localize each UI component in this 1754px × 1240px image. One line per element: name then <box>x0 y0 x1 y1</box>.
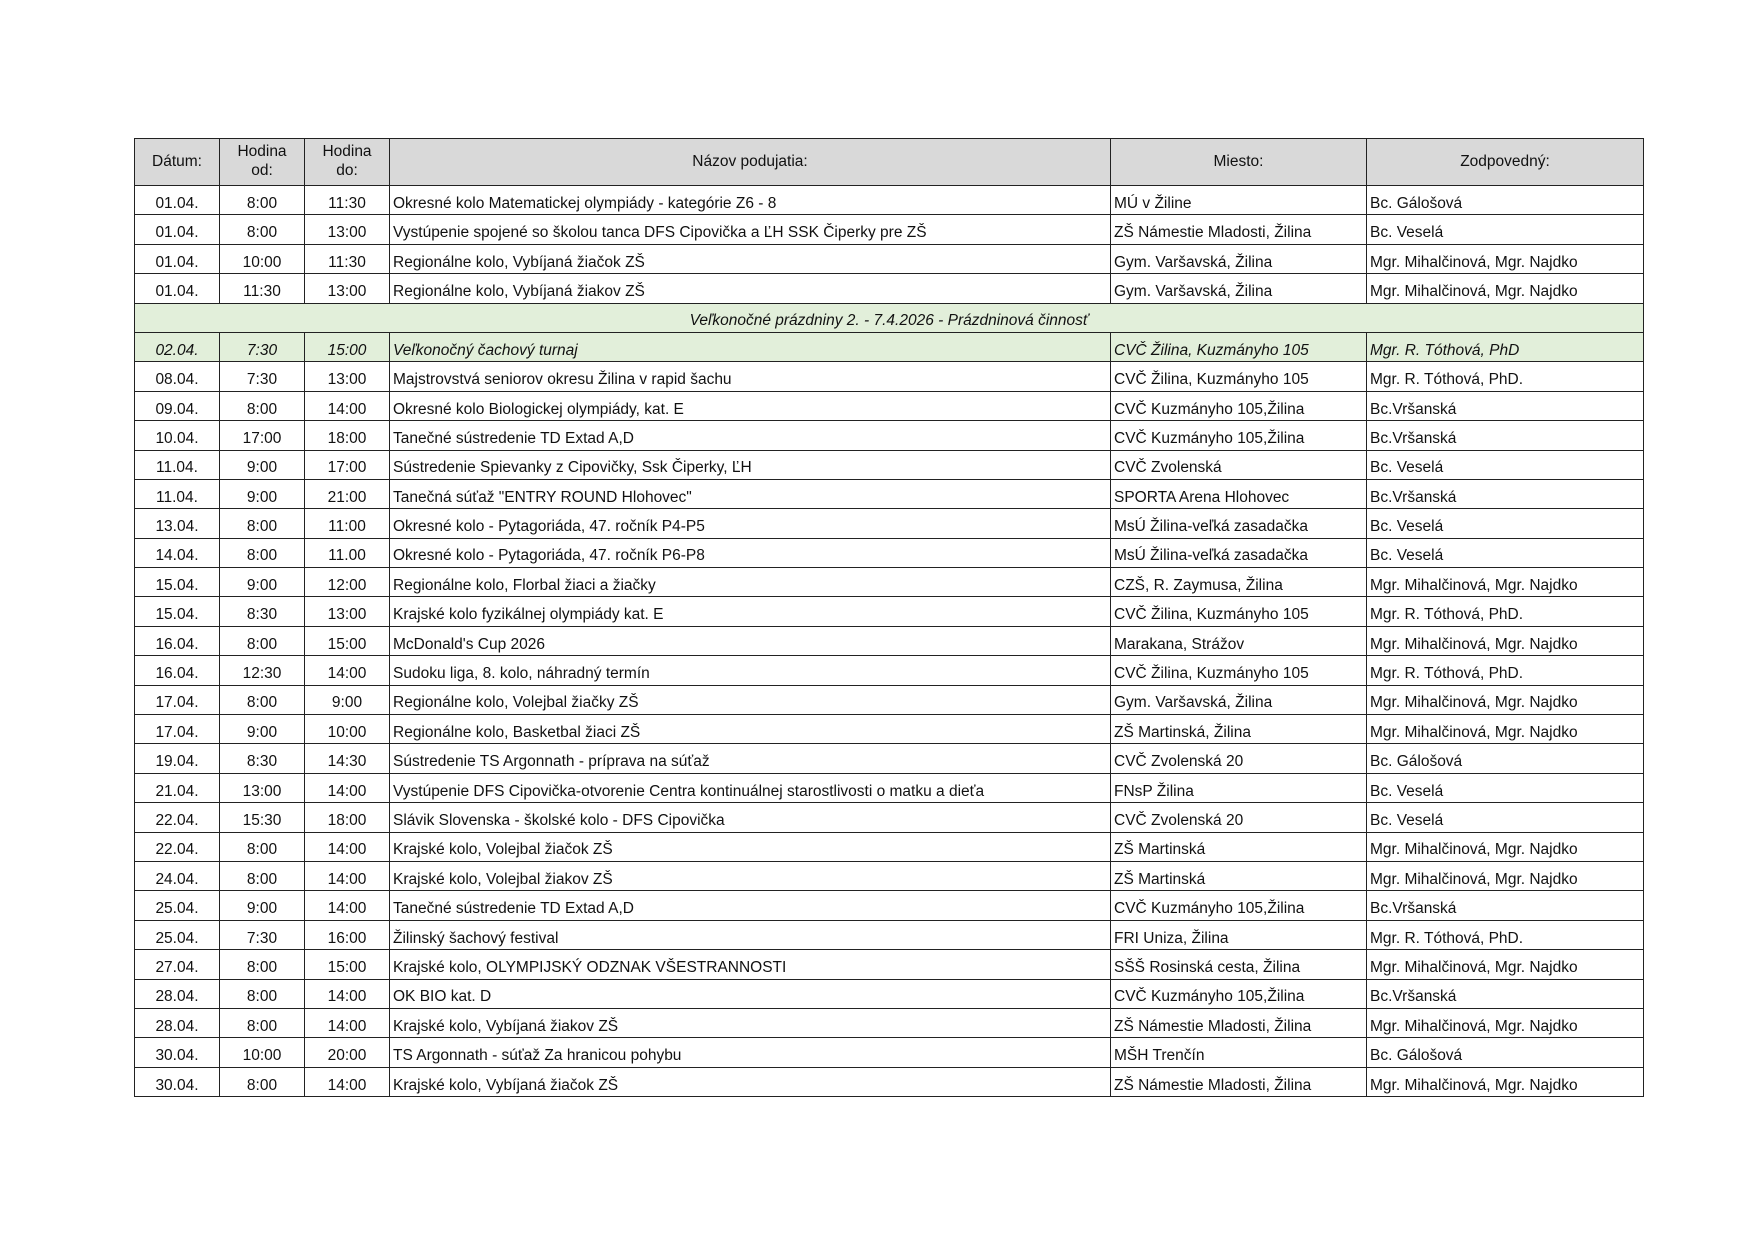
cell-time-to: 12:00 <box>305 568 390 597</box>
cell-place: CVČ Zvolenská 20 <box>1111 803 1367 832</box>
cell-place: CVČ Kuzmányho 105,Žilina <box>1111 891 1367 920</box>
cell-time-to: 10:00 <box>305 715 390 744</box>
cell-responsible: Bc.Vršanská <box>1367 891 1644 920</box>
cell-responsible: Mgr. R. Tóthová, PhD. <box>1367 362 1644 391</box>
cell-event-name: Sústredenie Spievanky z Cipovičky, Ssk Čiperky, ĽH <box>390 450 1111 479</box>
cell-time-from: 8:30 <box>220 744 305 773</box>
cell-responsible: Mgr. R. Tóthová, PhD. <box>1367 597 1644 626</box>
cell-event-name: Regionálne kolo, Volejbal žiačky ZŠ <box>390 685 1111 714</box>
cell-date: 11.04. <box>135 450 220 479</box>
header-event-name: Názov podujatia: <box>390 139 1111 186</box>
cell-place: ZŠ Námestie Mladosti, Žilina <box>1111 215 1367 244</box>
cell-time-to: 11:30 <box>305 186 390 215</box>
cell-responsible: Mgr. Mihalčinová, Mgr. Najdko <box>1367 1008 1644 1037</box>
cell-event-name: TS Argonnath - súťaž Za hranicou pohybu <box>390 1038 1111 1067</box>
cell-time-from: 8:00 <box>220 861 305 890</box>
cell-event-name: Okresné kolo Matematickej olympiády - kategórie Z6 - 8 <box>390 186 1111 215</box>
cell-place: ZŠ Martinská <box>1111 861 1367 890</box>
cell-date: 15.04. <box>135 568 220 597</box>
cell-date: 30.04. <box>135 1038 220 1067</box>
cell-event-name: Regionálne kolo, Florbal žiaci a žiačky <box>390 568 1111 597</box>
cell-date: 21.04. <box>135 773 220 802</box>
cell-event-name: Tanečné sústredenie TD Extad A,D <box>390 891 1111 920</box>
cell-time-from: 8:30 <box>220 597 305 626</box>
table-row <box>135 920 1644 949</box>
cell-time-from: 9:00 <box>220 479 305 508</box>
cell-time-from: 8:00 <box>220 186 305 215</box>
cell-date: 01.04. <box>135 274 220 303</box>
table-row <box>135 656 1644 685</box>
cell-time-to: 14:00 <box>305 1008 390 1037</box>
holiday-section <box>135 303 1644 362</box>
cell-time-to: 14:00 <box>305 832 390 861</box>
cell-time-from: 7:30 <box>220 332 305 361</box>
cell-date: 10.04. <box>135 421 220 450</box>
table-row <box>135 391 1644 420</box>
cell-time-from: 15:30 <box>220 803 305 832</box>
cell-place: CVČ Žilina, Kuzmányho 105 <box>1111 656 1367 685</box>
cell-place: CVČ Žilina, Kuzmányho 105 <box>1111 597 1367 626</box>
cell-place: MsÚ Žilina-veľká zasadačka <box>1111 509 1367 538</box>
cell-event-name: Krajské kolo, Volejbal žiačok ZŠ <box>390 832 1111 861</box>
cell-time-from: 8:00 <box>220 538 305 567</box>
rows-after-holiday <box>135 362 1644 1097</box>
cell-place: CVČ Kuzmányho 105,Žilina <box>1111 979 1367 1008</box>
cell-time-from: 8:00 <box>220 626 305 655</box>
table-row <box>135 773 1644 802</box>
cell-event-name: Krajské kolo, Vybíjaná žiakov ZŠ <box>390 1008 1111 1037</box>
cell-time-from: 9:00 <box>220 568 305 597</box>
cell-date: 01.04. <box>135 186 220 215</box>
cell-date: 01.04. <box>135 244 220 273</box>
cell-date: 13.04. <box>135 509 220 538</box>
table-row <box>135 186 1644 215</box>
cell-place: Gym. Varšavská, Žilina <box>1111 274 1367 303</box>
cell-time-to: 16:00 <box>305 920 390 949</box>
cell-date: 17.04. <box>135 685 220 714</box>
table-row <box>135 479 1644 508</box>
cell-time-to: 14:00 <box>305 773 390 802</box>
cell-place: SPORTA Arena Hlohovec <box>1111 479 1367 508</box>
cell-date: 22.04. <box>135 832 220 861</box>
header-place: Miesto: <box>1111 139 1367 186</box>
cell-responsible: Mgr. Mihalčinová, Mgr. Najdko <box>1367 832 1644 861</box>
cell-time-from: 8:00 <box>220 685 305 714</box>
cell-place: CVČ Zvolenská 20 <box>1111 744 1367 773</box>
cell-event-name: Krajské kolo, OLYMPIJSKÝ ODZNAK VŠESTRANNOSTI <box>390 950 1111 979</box>
cell-time-to: 17:00 <box>305 450 390 479</box>
cell-time-to: 14:00 <box>305 1067 390 1096</box>
cell-date: 28.04. <box>135 1008 220 1037</box>
table-row <box>135 362 1644 391</box>
header-time-to: Hodina do: <box>305 139 390 186</box>
cell-event-name: Žilinský šachový festival <box>390 920 1111 949</box>
cell-date: 08.04. <box>135 362 220 391</box>
events-schedule-table <box>134 138 1644 1097</box>
cell-event-name: Vystúpenie spojené so školou tanca DFS Cipovička a ĽH SSK Čiperky pre ZŠ <box>390 215 1111 244</box>
cell-time-from: 10:00 <box>220 244 305 273</box>
table-row <box>135 950 1644 979</box>
cell-place: CVČ Kuzmányho 105,Žilina <box>1111 421 1367 450</box>
cell-date: 19.04. <box>135 744 220 773</box>
cell-place: MsÚ Žilina-veľká zasadačka <box>1111 538 1367 567</box>
holiday-banner-row <box>135 303 1644 332</box>
cell-time-from: 8:00 <box>220 391 305 420</box>
cell-time-to: 15:00 <box>305 332 390 361</box>
cell-place: ZŠ Martinská, Žilina <box>1111 715 1367 744</box>
table-row <box>135 979 1644 1008</box>
cell-time-to: 21:00 <box>305 479 390 508</box>
table-row <box>135 715 1644 744</box>
cell-time-from: 17:00 <box>220 421 305 450</box>
cell-place: ZŠ Námestie Mladosti, Žilina <box>1111 1008 1367 1037</box>
cell-date: 11.04. <box>135 479 220 508</box>
cell-responsible: Bc. Gálošová <box>1367 1038 1644 1067</box>
cell-responsible: Bc. Gálošová <box>1367 186 1644 215</box>
cell-responsible: Mgr. Mihalčinová, Mgr. Najdko <box>1367 244 1644 273</box>
cell-event-name: Okresné kolo - Pytagoriáda, 47. ročník P4-P5 <box>390 509 1111 538</box>
table-row <box>135 568 1644 597</box>
table-row <box>135 685 1644 714</box>
cell-date: 25.04. <box>135 920 220 949</box>
cell-time-to: 13:00 <box>305 362 390 391</box>
cell-date: 27.04. <box>135 950 220 979</box>
cell-time-to: 15:00 <box>305 626 390 655</box>
cell-responsible: Mgr. R. Tóthová, PhD. <box>1367 656 1644 685</box>
table-row <box>135 891 1644 920</box>
cell-time-from: 12:30 <box>220 656 305 685</box>
cell-place: CZŠ, R. Zaymusa, Žilina <box>1111 568 1367 597</box>
cell-time-to: 13:00 <box>305 274 390 303</box>
cell-place: CVČ Kuzmányho 105,Žilina <box>1111 391 1367 420</box>
cell-place: CVČ Zvolenská <box>1111 450 1367 479</box>
table-row <box>135 744 1644 773</box>
cell-responsible: Mgr. Mihalčinová, Mgr. Najdko <box>1367 861 1644 890</box>
cell-place: CVČ Žilina, Kuzmányho 105 <box>1111 332 1367 361</box>
cell-event-name: Tanečná súťaž "ENTRY ROUND Hlohovec" <box>390 479 1111 508</box>
cell-date: 02.04. <box>135 332 220 361</box>
cell-time-to: 14:30 <box>305 744 390 773</box>
cell-time-to: 9:00 <box>305 685 390 714</box>
table-row <box>135 244 1644 273</box>
table-row <box>135 509 1644 538</box>
cell-responsible: Bc.Vršanská <box>1367 391 1644 420</box>
cell-event-name: Krajské kolo fyzikálnej olympiády kat. E <box>390 597 1111 626</box>
cell-date: 28.04. <box>135 979 220 1008</box>
cell-responsible: Bc. Gálošová <box>1367 744 1644 773</box>
cell-time-to: 15:00 <box>305 950 390 979</box>
cell-time-to: 11:30 <box>305 244 390 273</box>
cell-time-to: 14:00 <box>305 979 390 1008</box>
cell-time-from: 8:00 <box>220 215 305 244</box>
cell-date: 24.04. <box>135 861 220 890</box>
cell-event-name: Majstrovstvá seniorov okresu Žilina v rapid šachu <box>390 362 1111 391</box>
cell-time-from: 8:00 <box>220 832 305 861</box>
cell-place: SŠŠ Rosinská cesta, Žilina <box>1111 950 1367 979</box>
cell-date: 09.04. <box>135 391 220 420</box>
table-row <box>135 1038 1644 1067</box>
table-header <box>135 139 1644 186</box>
cell-date: 25.04. <box>135 891 220 920</box>
header-time-from: Hodina od: <box>220 139 305 186</box>
header-date: Dátum: <box>135 139 220 186</box>
cell-date: 14.04. <box>135 538 220 567</box>
cell-place: MÚ v Žiline <box>1111 186 1367 215</box>
cell-time-to: 11:00 <box>305 509 390 538</box>
cell-responsible: Mgr. R. Tóthová, PhD. <box>1367 920 1644 949</box>
cell-date: 16.04. <box>135 656 220 685</box>
cell-time-to: 13:00 <box>305 215 390 244</box>
cell-responsible: Mgr. Mihalčinová, Mgr. Najdko <box>1367 715 1644 744</box>
cell-time-to: 11.00 <box>305 538 390 567</box>
table-row <box>135 1008 1644 1037</box>
cell-date: 15.04. <box>135 597 220 626</box>
header-row <box>135 139 1644 186</box>
cell-time-to: 20:00 <box>305 1038 390 1067</box>
cell-time-to: 14:00 <box>305 391 390 420</box>
cell-event-name: Okresné kolo Biologickej olympiády, kat. E <box>390 391 1111 420</box>
table-row <box>135 421 1644 450</box>
cell-event-name: Regionálne kolo, Vybíjaná žiakov ZŠ <box>390 274 1111 303</box>
cell-time-to: 14:00 <box>305 891 390 920</box>
cell-time-from: 8:00 <box>220 979 305 1008</box>
cell-event-name: Tanečné sústredenie TD Extad A,D <box>390 421 1111 450</box>
cell-time-from: 8:00 <box>220 950 305 979</box>
cell-time-from: 9:00 <box>220 891 305 920</box>
cell-time-to: 18:00 <box>305 803 390 832</box>
table-row <box>135 332 1644 361</box>
table-row <box>135 597 1644 626</box>
cell-place: Gym. Varšavská, Žilina <box>1111 244 1367 273</box>
cell-event-name: OK BIO kat. D <box>390 979 1111 1008</box>
cell-time-from: 9:00 <box>220 450 305 479</box>
cell-place: Gym. Varšavská, Žilina <box>1111 685 1367 714</box>
table-row <box>135 626 1644 655</box>
table-row <box>135 215 1644 244</box>
cell-responsible: Mgr. Mihalčinová, Mgr. Najdko <box>1367 685 1644 714</box>
cell-responsible: Bc. Veselá <box>1367 803 1644 832</box>
cell-time-from: 7:30 <box>220 362 305 391</box>
cell-event-name: Krajské kolo, Vybíjaná žiačok ZŠ <box>390 1067 1111 1096</box>
cell-responsible: Bc.Vršanská <box>1367 979 1644 1008</box>
cell-event-name: Regionálne kolo, Basketbal žiaci ZŠ <box>390 715 1111 744</box>
cell-time-to: 14:00 <box>305 861 390 890</box>
table-row <box>135 450 1644 479</box>
cell-time-from: 13:00 <box>220 773 305 802</box>
cell-date: 01.04. <box>135 215 220 244</box>
cell-responsible: Mgr. Mihalčinová, Mgr. Najdko <box>1367 274 1644 303</box>
cell-place: FNsP Žilina <box>1111 773 1367 802</box>
cell-time-from: 8:00 <box>220 1008 305 1037</box>
cell-time-from: 7:30 <box>220 920 305 949</box>
cell-responsible: Mgr. R. Tóthová, PhD <box>1367 332 1644 361</box>
cell-responsible: Bc. Veselá <box>1367 450 1644 479</box>
cell-place: ZŠ Námestie Mladosti, Žilina <box>1111 1067 1367 1096</box>
cell-event-name: McDonald's Cup 2026 <box>390 626 1111 655</box>
cell-responsible: Bc. Veselá <box>1367 538 1644 567</box>
rows-before-holiday <box>135 186 1644 304</box>
table-row <box>135 803 1644 832</box>
table-row <box>135 274 1644 303</box>
cell-event-name: Sústredenie TS Argonnath - príprava na súťaž <box>390 744 1111 773</box>
cell-event-name: Regionálne kolo, Vybíjaná žiačok ZŠ <box>390 244 1111 273</box>
table-row <box>135 832 1644 861</box>
cell-event-name: Krajské kolo, Volejbal žiakov ZŠ <box>390 861 1111 890</box>
cell-responsible: Mgr. Mihalčinová, Mgr. Najdko <box>1367 950 1644 979</box>
cell-responsible: Bc. Veselá <box>1367 215 1644 244</box>
cell-time-from: 9:00 <box>220 715 305 744</box>
cell-event-name: Slávik Slovenska - školské kolo - DFS Cipovička <box>390 803 1111 832</box>
cell-event-name: Okresné kolo - Pytagoriáda, 47. ročník P6-P8 <box>390 538 1111 567</box>
cell-event-name: Sudoku liga, 8. kolo, náhradný termín <box>390 656 1111 685</box>
cell-place: ZŠ Martinská <box>1111 832 1367 861</box>
cell-time-from: 8:00 <box>220 509 305 538</box>
cell-date: 16.04. <box>135 626 220 655</box>
cell-date: 17.04. <box>135 715 220 744</box>
table-row <box>135 861 1644 890</box>
cell-date: 22.04. <box>135 803 220 832</box>
cell-responsible: Bc.Vršanská <box>1367 479 1644 508</box>
cell-time-to: 14:00 <box>305 656 390 685</box>
cell-time-to: 18:00 <box>305 421 390 450</box>
cell-place: MŠH Trenčín <box>1111 1038 1367 1067</box>
holiday-banner: Veľkonočné prázdniny 2. - 7.4.2026 - Prázdninová činnosť <box>135 303 1644 332</box>
cell-place: FRI Uniza, Žilina <box>1111 920 1367 949</box>
cell-responsible: Mgr. Mihalčinová, Mgr. Najdko <box>1367 1067 1644 1096</box>
cell-time-to: 13:00 <box>305 597 390 626</box>
cell-place: Marakana, Strážov <box>1111 626 1367 655</box>
cell-responsible: Bc.Vršanská <box>1367 421 1644 450</box>
table-row <box>135 538 1644 567</box>
cell-time-from: 11:30 <box>220 274 305 303</box>
cell-responsible: Bc. Veselá <box>1367 509 1644 538</box>
header-responsible: Zodpovedný: <box>1367 139 1644 186</box>
cell-time-from: 10:00 <box>220 1038 305 1067</box>
cell-event-name: Vystúpenie DFS Cipovička-otvorenie Centra kontinuálnej starostlivosti o matku a dieťa <box>390 773 1111 802</box>
cell-time-from: 8:00 <box>220 1067 305 1096</box>
cell-event-name: Veľkonočný čachový turnaj <box>390 332 1111 361</box>
table-row <box>135 1067 1644 1096</box>
cell-responsible: Mgr. Mihalčinová, Mgr. Najdko <box>1367 626 1644 655</box>
cell-place: CVČ Žilina, Kuzmányho 105 <box>1111 362 1367 391</box>
cell-responsible: Mgr. Mihalčinová, Mgr. Najdko <box>1367 568 1644 597</box>
cell-date: 30.04. <box>135 1067 220 1096</box>
cell-responsible: Bc. Veselá <box>1367 773 1644 802</box>
